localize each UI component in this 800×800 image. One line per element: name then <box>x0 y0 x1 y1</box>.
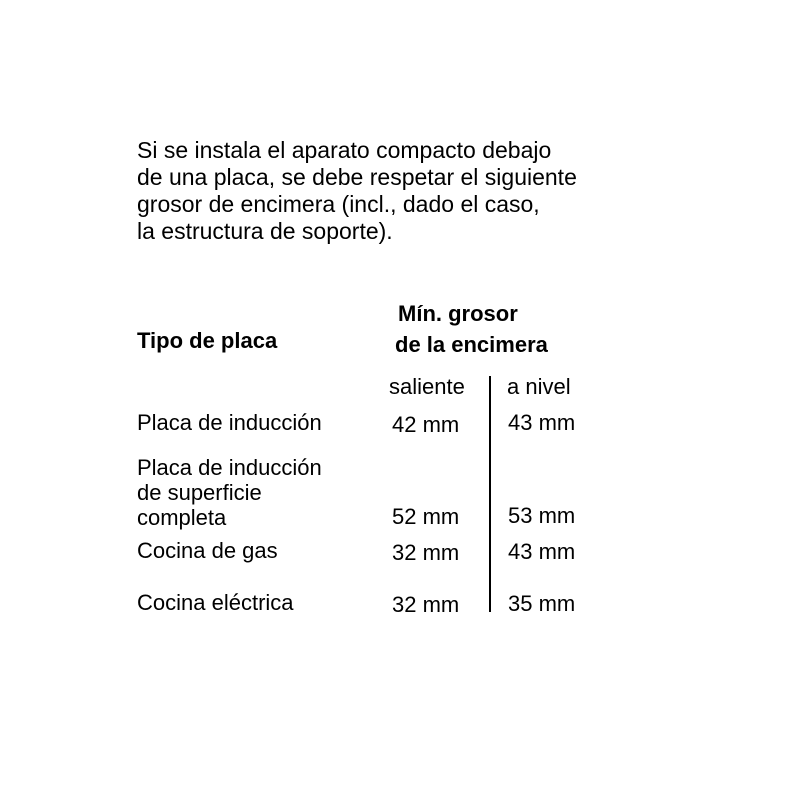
row-label-induction <box>137 410 322 435</box>
row-label-line: Cocina eléctrica <box>137 590 294 615</box>
value-saliente: 32 mm <box>392 540 460 565</box>
column-header-type: Tipo de placa <box>137 328 278 353</box>
value-nivel: 43 mm <box>508 539 576 564</box>
row-label-electric-hob <box>137 590 294 615</box>
intro-line: grosor de encimera (incl., dado el caso, <box>137 191 540 217</box>
row-label-line: completa <box>137 505 227 530</box>
min-thickness-line2: de la encimera <box>395 332 548 357</box>
value-saliente: 42 mm <box>392 412 460 437</box>
value-saliente: 32 mm <box>392 592 460 617</box>
intro-line: de una placa, se debe respetar el siguiente <box>137 164 577 190</box>
column-header-min-thickness <box>395 298 548 360</box>
value-nivel: 53 mm <box>508 503 576 528</box>
subheader-saliente: saliente <box>389 374 465 399</box>
row-label-line: de superficie <box>137 480 262 505</box>
row-label-gas-hob <box>137 538 278 563</box>
value-nivel: 43 mm <box>508 410 576 435</box>
row-label-full-surface-induction <box>137 455 322 530</box>
intro-line: Si se instala el aparato compacto debajo <box>137 137 552 163</box>
subheader-nivel: a nivel <box>507 374 571 399</box>
row-label-line: Placa de inducción <box>137 455 322 480</box>
intro-line: la estructura de soporte). <box>137 218 393 244</box>
row-label-line: Placa de inducción <box>137 410 322 435</box>
value-nivel: 35 mm <box>508 591 576 616</box>
row-label-line: Cocina de gas <box>137 538 278 563</box>
column-divider <box>489 376 491 612</box>
value-saliente: 52 mm <box>392 504 460 529</box>
intro-paragraph <box>137 137 657 245</box>
min-thickness-line1: Mín. grosor <box>398 301 518 326</box>
